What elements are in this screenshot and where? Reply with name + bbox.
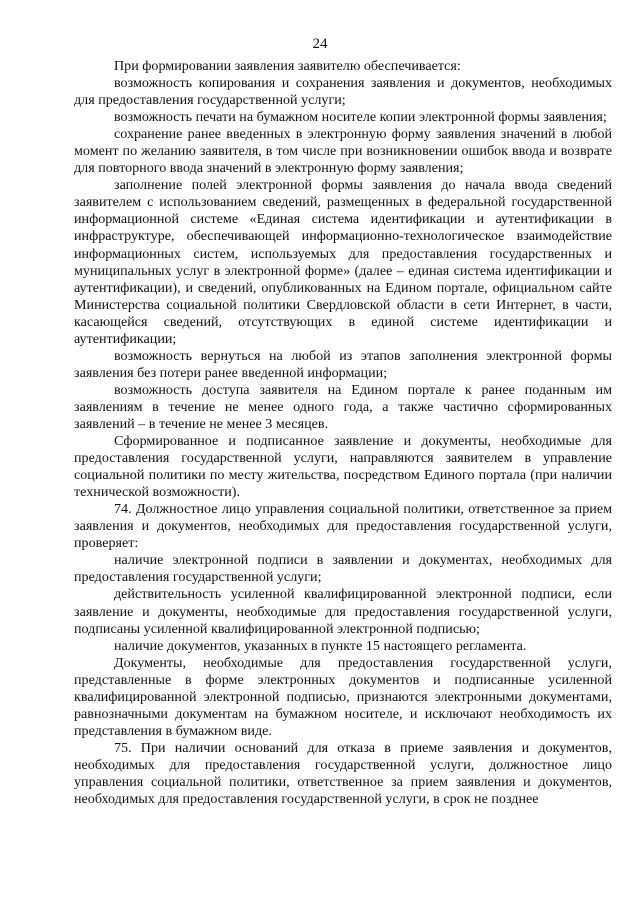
paragraph: 74. Должностное лицо управления социальной политики, ответственное за прием заявления и документов, необходимых для предоставления государственной услуги, проверяет: xyxy=(74,501,612,552)
paragraph: возможность вернуться на любой из этапов заполнения электронной формы заявления без потери ранее введенной информации; xyxy=(74,347,612,381)
paragraph: возможность печати на бумажном носителе копии электронной формы заявления; xyxy=(114,109,607,126)
paragraph: возможность доступа заявителя на Едином портале к ранее поданным им заявлениям в течение не менее одного года, а также частично сформированных заявлений – в течение не менее 3 месяцев. xyxy=(74,381,612,432)
page-number: 24 xyxy=(312,36,328,52)
paragraph: заполнение полей электронной формы заявления до начала ввода сведений заявителем с использованием сведений, размещенных в федеральной государственной информационной системе «Единая система идентификации и аутентификации в инфраструктуре, обеспечивающей информационно-технологическое взаимодействие информационных систем, используемых для предоставления государственных и муниципальных услуг в электронной форме» (далее – единая система идентификации и аутентификации), и сведений, опубликованных на Едином портале, официальном сайте Министерства социальной политики Свердловской области в сети Интернет, в части, касающейся сведений, отсутствующих в единой системе идентификации и аутентификации; xyxy=(74,177,612,347)
paragraph: наличие электронной подписи в заявлении и документах, необходимых для предоставления государственной услуги; xyxy=(74,552,612,586)
paragraph: 75. При наличии оснований для отказа в приеме заявления и документов, необходимых для предоставления государственной услуги, должностное лицо управления социальной политики, ответственное за прием заявления и документов, необходимых для предоставления государственной услуги, в срок не позднее xyxy=(74,739,612,808)
paragraph: сохранение ранее введенных в электронную форму заявления значений в любой момент по желанию заявителя, в том числе при возникновении ошибок ввода и возврате для повторного ввода значений в электронную форму заявления; xyxy=(74,126,612,177)
paragraph: возможность копирования и сохранения заявления и документов, необходимых для предоставления государственной услуги; xyxy=(74,75,612,109)
paragraph: Документы, необходимые для предоставления государственной услуги, представленные в форме электронных документов и подписанные усиленной квалифицированной электронной подписью, признаются электронными документами, равнозначными документам на бумажном носителе, и исключают необходимость их представления в бумажном виде. xyxy=(74,654,612,739)
paragraph: Сформированное и подписанное заявление и документы, необходимые для предоставления государственной услуги, направляются заявителем в управление социальной политики по месту жительства, посредством Единого портала (при наличии технической возможности). xyxy=(74,433,612,501)
paragraph: наличие документов, указанных в пункте 15 настоящего регламента. xyxy=(114,637,527,654)
document-body xyxy=(74,58,612,808)
paragraph: действительность усиленной квалифицированной электронной подписи, если заявление и документы, необходимые для предоставления государственной услуги, подписаны усиленной квалифицированной электронной подписью; xyxy=(74,586,612,637)
paragraph: При формировании заявления заявителю обеспечивается: xyxy=(114,58,461,74)
